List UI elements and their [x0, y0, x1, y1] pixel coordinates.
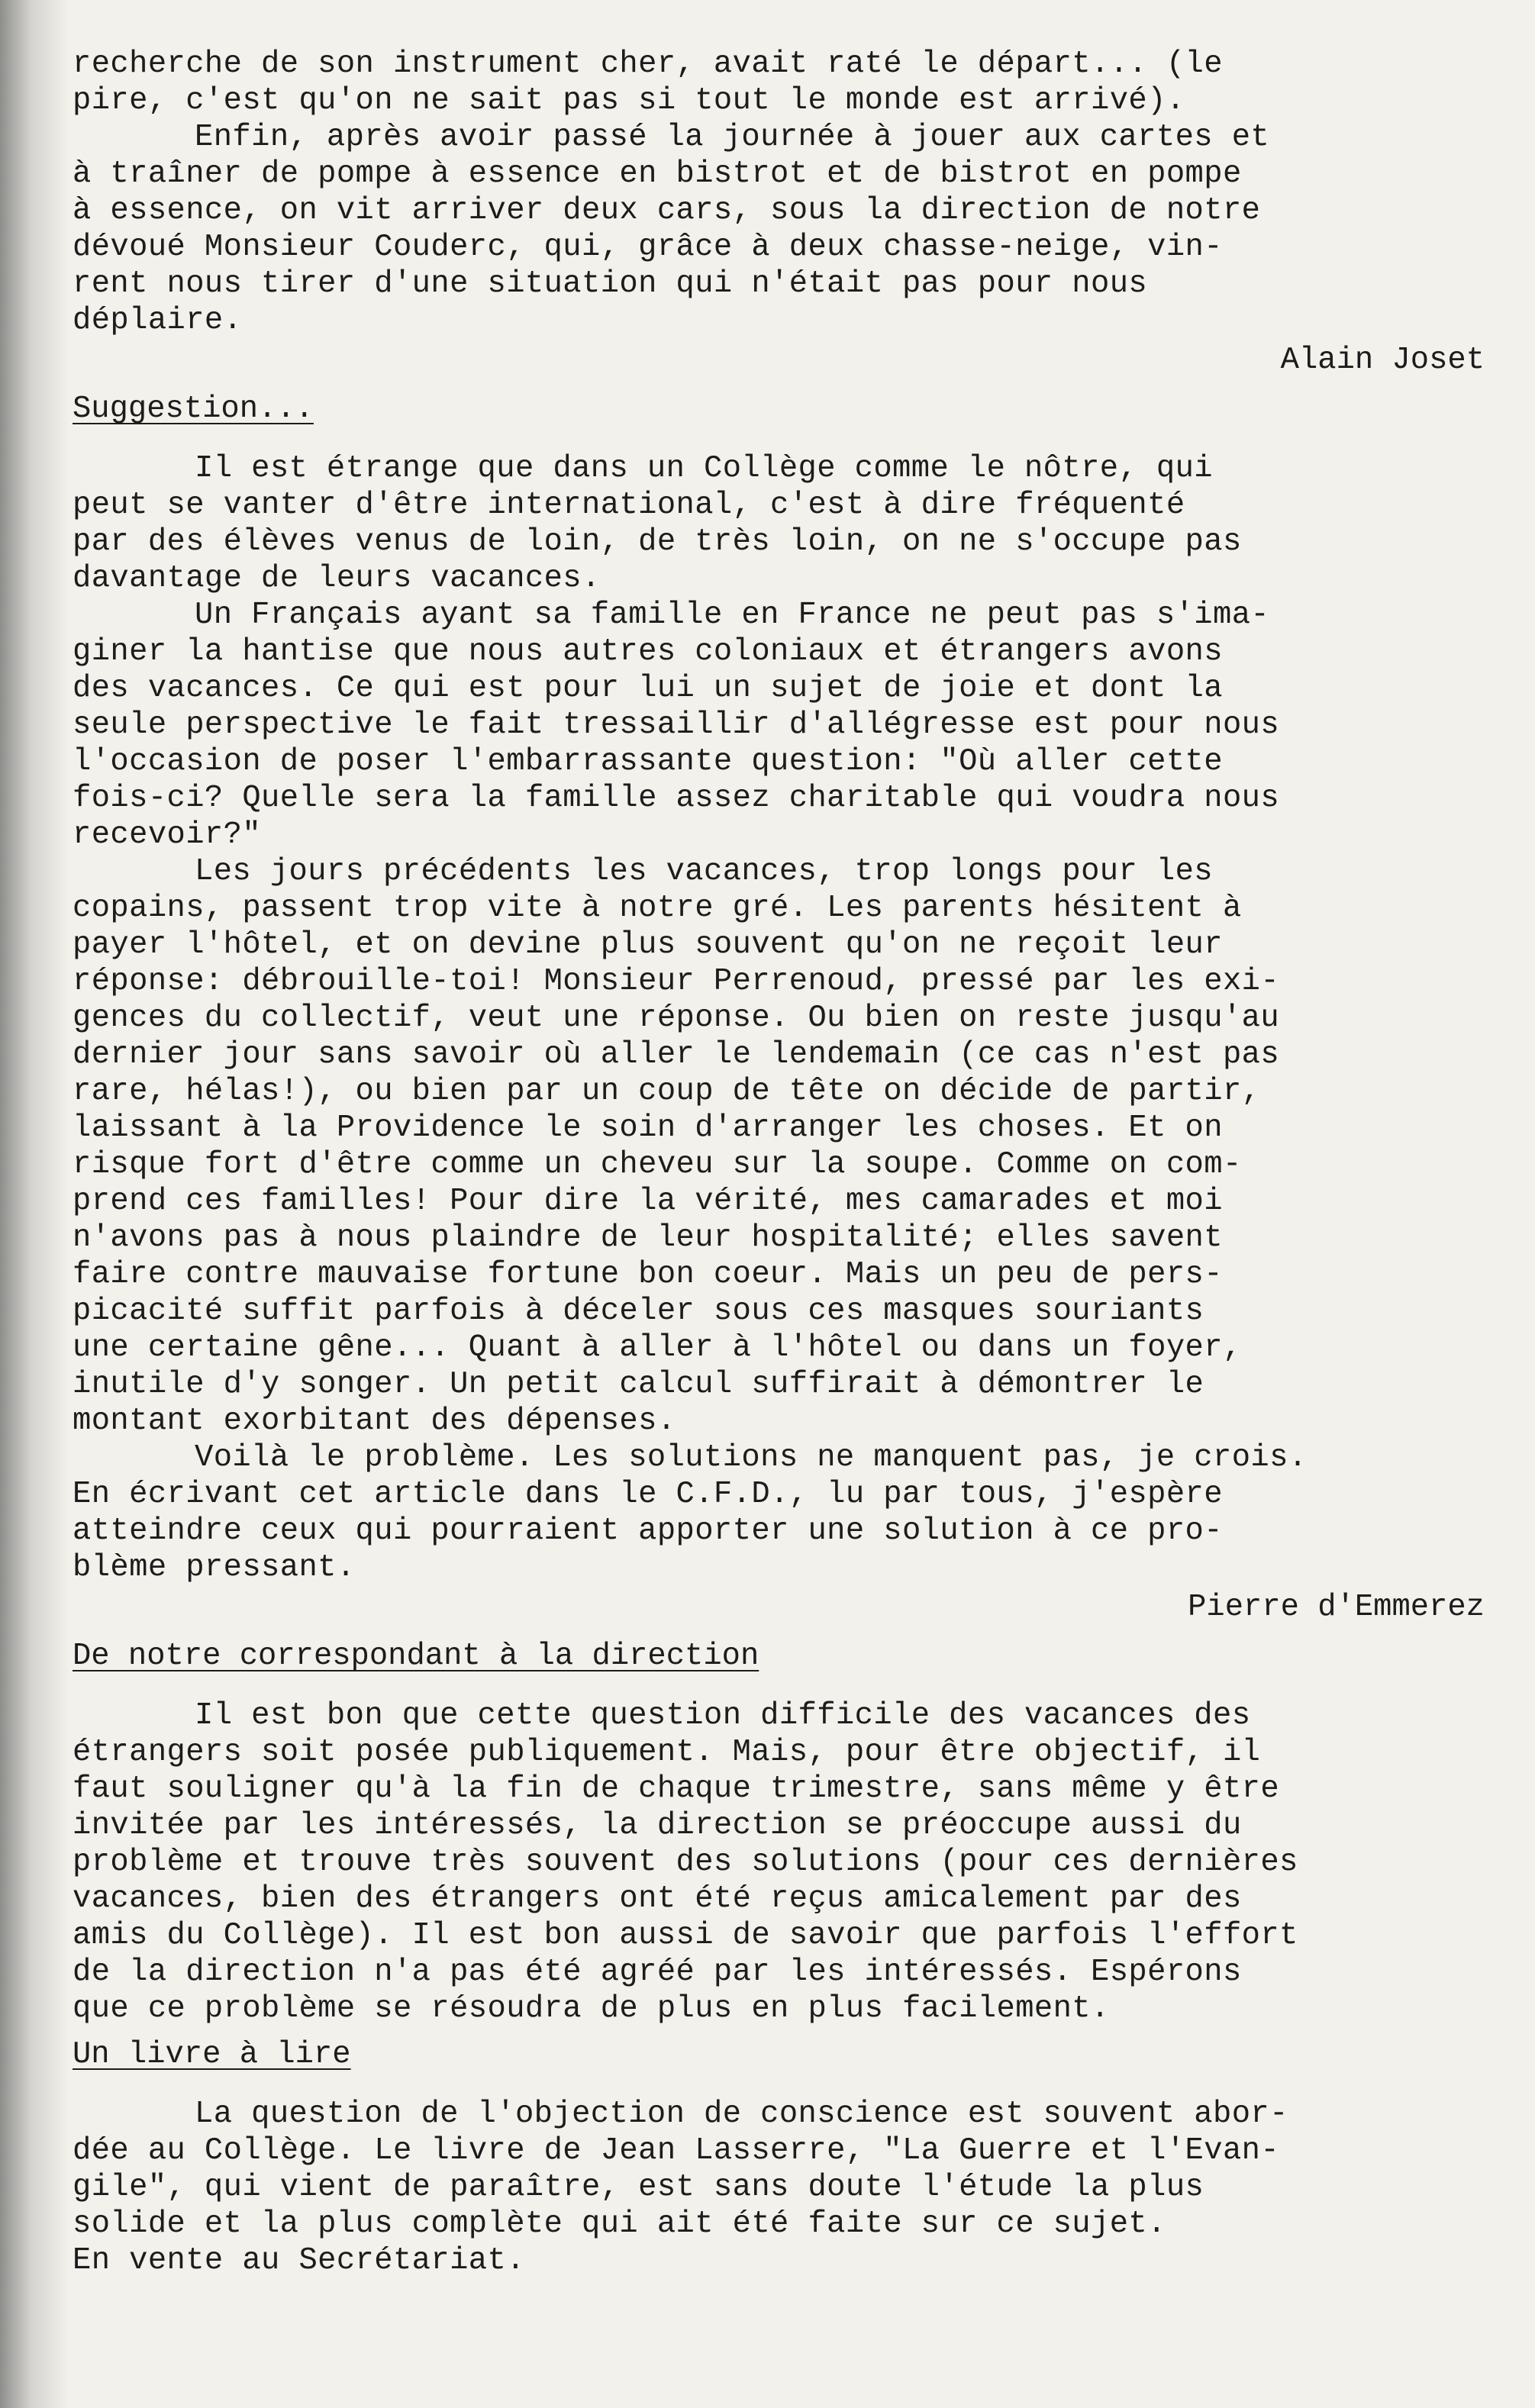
livre-section [73, 2035, 1492, 2279]
text-line: montant exorbitant des dépenses. [73, 1404, 676, 1439]
text-line: solide et la plus complète qui ait été faite sur ce sujet. [73, 2207, 1166, 2242]
text-line: dée au Collège. Le livre de Jean Lasserre, "La Guerre et l'Evan- [73, 2133, 1280, 2168]
text-line: problème et trouve très souvent des solutions (pour ces dernières [73, 1845, 1298, 1880]
text-line: La question de l'objection de conscience est souvent abor- [195, 2097, 1288, 2132]
text-line: Il est étrange que dans un Collège comme le nôtre, qui [195, 451, 1214, 486]
text-line: peut se vanter d'être international, c'est à dire fréquenté [73, 488, 1185, 523]
text-line: inutile d'y songer. Un petit calcul suffirait à démontrer le [73, 1367, 1204, 1402]
text-line: giner la hantise que nous autres coloniaux et étrangers avons [73, 634, 1223, 669]
correspondant-section [73, 1636, 1492, 2027]
text-line: Voilà le problème. Les solutions ne manquent pas, je crois. [195, 1440, 1308, 1475]
text-line: par des élèves venus de loin, de très loin, on ne s'occupe pas [73, 524, 1242, 559]
section-title: De notre correspondant à la direction [73, 1639, 759, 1674]
text-line: déplaire. [73, 303, 243, 338]
text-line: à essence, on vit arriver deux cars, sous la direction de notre [73, 193, 1261, 228]
text-line: amis du Collège). Il est bon aussi de savoir que parfois l'effort [73, 1918, 1298, 1953]
author-signature: Pierre d'Emmerez [1188, 1590, 1485, 1625]
scan-edge-shadow [0, 0, 69, 2408]
text-line: recherche de son instrument cher, avait raté le départ... (le [73, 47, 1223, 82]
text-line: une certaine gêne... Quant à aller à l'hôtel ou dans un foyer, [73, 1330, 1242, 1365]
text-line: En vente au Secrétariat. [73, 2243, 525, 2278]
text-line: dernier jour sans savoir où aller le lendemain (ce cas n'est pas [73, 1037, 1280, 1072]
text-line: recevoir?" [73, 817, 262, 853]
document-page [73, 46, 1492, 2279]
text-line: des vacances. Ce qui est pour lui un sujet de joie et dont la [73, 671, 1223, 706]
text-line: rent nous tirer d'une situation qui n'était pas pour nous [73, 266, 1148, 301]
text-line: risque fort d'être comme un cheveu sur la soupe. Comme on com- [73, 1147, 1242, 1182]
text-line: que ce problème se résoudra de plus en plus facilement. [73, 1991, 1110, 2026]
text-line: à traîner de pompe à essence en bistrot et de bistrot en pompe [73, 156, 1242, 192]
text-line: gences du collectif, veut une réponse. Ou bien on reste jusqu'au [73, 1001, 1280, 1036]
text-line: Enfin, après avoir passé la journée à jouer aux cartes et [195, 120, 1270, 155]
text-line: laissant à la Providence le soin d'arranger les choses. Et on [73, 1111, 1223, 1146]
text-line: vacances, bien des étrangers ont été reçus amicalement par des [73, 1881, 1242, 1916]
text-line: blème pressant. [73, 1550, 356, 1585]
text-line: copains, passent trop vite à notre gré. Les parents hésitent à [73, 891, 1242, 926]
text-line: seule perspective le fait tressaillir d'allégresse est pour nous [73, 708, 1280, 743]
author-signature: Alain Joset [1280, 343, 1485, 378]
text-line: payer l'hôtel, et on devine plus souvent qu'on ne reçoit leur [73, 927, 1223, 962]
text-line: picacité suffit parfois à déceler sous ces masques souriants [73, 1294, 1204, 1329]
text-line: invitée par les intéressés, la direction se préoccupe aussi du [73, 1808, 1242, 1843]
text-line: davantage de leurs vacances. [73, 561, 601, 596]
text-line: atteindre ceux qui pourraient apporter une solution à ce pro- [73, 1513, 1223, 1549]
text-line: faut souligner qu'à la fin de chaque trimestre, sans même y être [73, 1771, 1280, 1807]
text-line: gile", qui vient de paraître, est sans doute l'étude la plus [73, 2170, 1204, 2205]
text-line: prend ces familles! Pour dire la vérité, mes camarades et moi [73, 1184, 1223, 1219]
text-line: pire, c'est qu'on ne sait pas si tout le monde est arrivé). [73, 83, 1185, 118]
text-line: faire contre mauvaise fortune bon coeur. Mais un peu de pers- [73, 1257, 1223, 1292]
section-title: Un livre à lire [73, 2037, 351, 2072]
intro-section [73, 46, 1492, 382]
text-line: Les jours précédents les vacances, trop longs pour les [195, 854, 1214, 889]
text-line: étrangers soit posée publiquement. Mais, pour être objectif, il [73, 1735, 1261, 1770]
text-line: réponse: débrouille-toi! Monsieur Perrenoud, pressé par les exi- [73, 964, 1280, 999]
section-title: Suggestion... [73, 392, 314, 427]
text-line: de la direction n'a pas été agréé par les intéressés. Espérons [73, 1955, 1242, 1990]
text-line: rare, hélas!), ou bien par un coup de tête on décide de partir, [73, 1074, 1261, 1109]
text-line: Un Français ayant sa famille en France ne peut pas s'ima- [195, 598, 1270, 633]
text-line: Il est bon que cette question difficile des vacances des [195, 1698, 1251, 1733]
text-line: l'occasion de poser l'embarrassante question: "Où aller cette [73, 744, 1223, 779]
text-line: En écrivant cet article dans le C.F.D., lu par tous, j'espère [73, 1477, 1223, 1512]
suggestion-section [73, 389, 1492, 1629]
text-line: n'avons pas à nous plaindre de leur hospitalité; elles savent [73, 1220, 1223, 1256]
text-line: dévoué Monsieur Couderc, qui, grâce à deux chasse-neige, vin- [73, 230, 1223, 265]
text-line: fois-ci? Quelle sera la famille assez charitable qui voudra nous [73, 781, 1280, 816]
